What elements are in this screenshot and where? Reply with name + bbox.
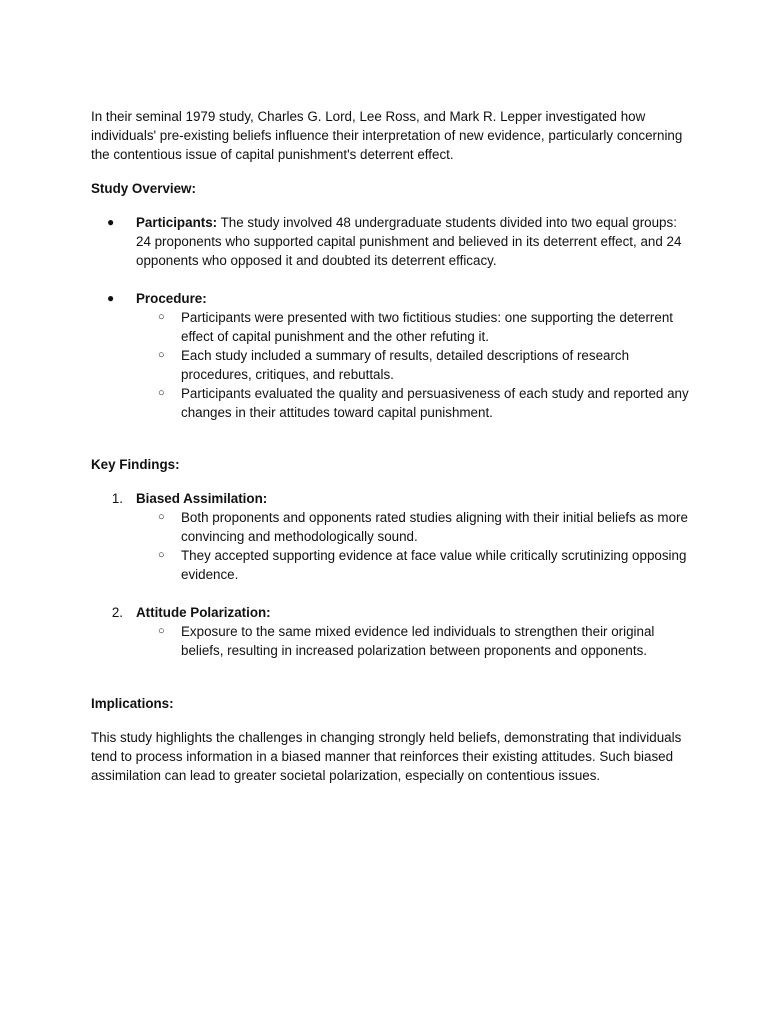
- study-overview-list: [91, 213, 691, 422]
- participants-text: The study involved 48 undergraduate students divided into two equal groups: 24 proponents who supported capital punishment and believed in its deterrent effect, and 24 opponents who opposed it and doubted its deterrent efficacy.: [136, 215, 682, 268]
- participants-label: Participants:: [136, 215, 218, 230]
- list-item: [136, 622, 691, 660]
- finding-label: Attitude Polarization:: [136, 605, 271, 620]
- procedure-sublist: [136, 308, 691, 422]
- implications-heading: Implications:: [91, 696, 174, 711]
- hollow-bullet-icon: ○: [158, 349, 165, 361]
- finding-point: Exposure to the same mixed evidence led individuals to strengthen their original beliefs, resulting in increased polarization between proponents and opponents.: [181, 624, 655, 658]
- hollow-bullet-icon: ○: [158, 549, 165, 561]
- key-findings-list: [91, 489, 691, 660]
- hollow-bullet-icon: ○: [158, 511, 165, 523]
- list-item: [136, 384, 691, 422]
- finding-label: Biased Assimilation:: [136, 491, 268, 506]
- finding-biased-assimilation: [91, 489, 691, 584]
- hollow-bullet-icon: ○: [158, 625, 165, 637]
- procedure-label: Procedure:: [136, 291, 207, 306]
- bullet-icon: ●: [107, 291, 115, 305]
- document-page: [91, 107, 691, 785]
- procedure-item: [91, 289, 691, 422]
- finding-point: Both proponents and opponents rated studies aligning with their initial beliefs as more convincing and methodologically sound.: [181, 510, 688, 544]
- key-findings-heading: Key Findings:: [91, 457, 180, 472]
- intro-paragraph: In their seminal 1979 study, Charles G. Lord, Lee Ross, and Mark R. Lepper investigated how individuals' pre-existing beliefs influence their interpretation of new evidence, particularly concerning the contentious issue of capital punishment's deterrent effect.: [91, 109, 683, 162]
- list-number: 2.: [111, 605, 123, 620]
- procedure-point: Participants were presented with two fictitious studies: one supporting the deterrent effect of capital punishment and the other refuting it.: [181, 310, 674, 344]
- list-item: [136, 508, 691, 546]
- study-overview-heading: Study Overview:: [91, 181, 196, 196]
- hollow-bullet-icon: ○: [158, 387, 165, 399]
- hollow-bullet-icon: ○: [158, 311, 165, 323]
- bullet-icon: ●: [107, 215, 115, 229]
- finding-sublist: [136, 508, 691, 584]
- procedure-point: Each study included a summary of results, detailed descriptions of research procedures, critiques, and rebuttals.: [181, 348, 630, 382]
- finding-point: They accepted supporting evidence at face value while critically scrutinizing opposing evidence.: [181, 548, 687, 582]
- participants-item: [91, 213, 691, 270]
- finding-attitude-polarization: [91, 603, 691, 660]
- procedure-point: Participants evaluated the quality and persuasiveness of each study and reported any changes in their attitudes toward capital punishment.: [181, 386, 689, 420]
- finding-sublist: [136, 622, 691, 660]
- list-number: 1.: [111, 491, 123, 506]
- list-item: [136, 546, 691, 584]
- implications-paragraph: This study highlights the challenges in changing strongly held beliefs, demonstrating that individuals tend to process information in a biased manner that reinforces their existing attitudes. Such biased assimilation can lead to greater societal polarization, especially on contentious issues.: [91, 730, 682, 783]
- list-item: [136, 346, 691, 384]
- list-item: [136, 308, 691, 346]
